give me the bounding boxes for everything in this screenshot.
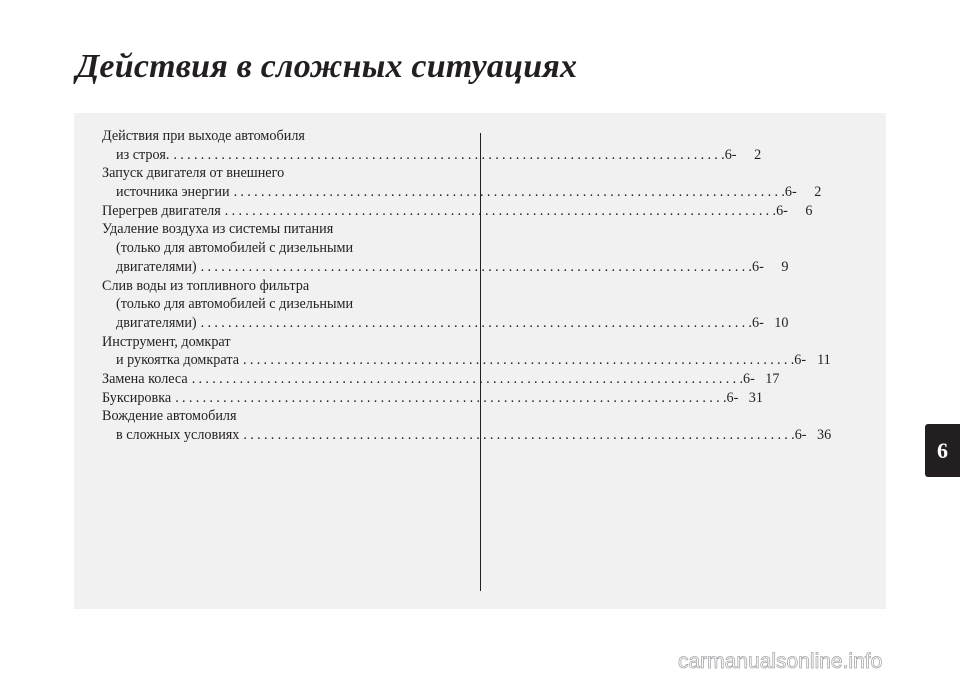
toc-entry-line bbox=[102, 407, 462, 426]
toc-entry-text: в сложных условиях bbox=[116, 427, 240, 443]
toc-entry bbox=[102, 277, 789, 333]
toc-page-number: 9 bbox=[781, 258, 789, 275]
toc-entry-line bbox=[102, 277, 462, 296]
toc-entry-text: Удаление воздуха из системы питания bbox=[102, 221, 334, 238]
toc-dot-leader: ................................................................................ bbox=[243, 352, 791, 369]
toc-entry bbox=[102, 370, 780, 389]
toc-entry-line bbox=[102, 333, 462, 352]
toc-entry-text: Замена колеса bbox=[102, 370, 188, 387]
toc-entry-line bbox=[102, 295, 462, 314]
toc-entry-text: двигателями) bbox=[116, 314, 197, 331]
toc-entry-text: и рукоятка домкрата bbox=[116, 352, 239, 369]
toc-entry-leader-line bbox=[102, 183, 822, 202]
toc-entry-text: Перегрев двигателя bbox=[102, 202, 221, 219]
toc-entry-leader-line bbox=[102, 370, 780, 389]
toc-entry-leader-line bbox=[102, 351, 831, 370]
chapter-tab: 6 bbox=[925, 424, 960, 477]
toc-entry bbox=[102, 202, 813, 221]
toc-entry bbox=[102, 333, 831, 370]
toc-entry-text: Слив воды из топливного фильтра bbox=[102, 277, 310, 294]
toc-entry-text: источника энергии bbox=[116, 184, 230, 201]
toc-section-number: .6- bbox=[748, 258, 764, 275]
toc-entry-leader-line bbox=[102, 202, 813, 221]
toc-entry-text: (только для автомобилей с дизельными bbox=[116, 240, 354, 257]
table-of-contents bbox=[102, 127, 832, 445]
toc-page-number: 10 bbox=[774, 314, 789, 331]
watermark: carmanualsonline.info bbox=[678, 650, 883, 673]
toc-section-number: .6- bbox=[721, 146, 737, 163]
toc-page-number: 11 bbox=[817, 352, 831, 369]
toc-section-number: .6- bbox=[781, 184, 797, 201]
toc-section-number: .6- bbox=[748, 314, 764, 331]
toc-entry bbox=[102, 407, 832, 444]
toc-entry-leader-line bbox=[102, 314, 789, 333]
toc-dot-leader: ................................................................................ bbox=[200, 258, 749, 275]
toc-entry-text: из строя. bbox=[116, 146, 170, 163]
toc-dot-leader: ................................................................................ bbox=[224, 202, 773, 219]
toc-dot-leader: ................................................................................ bbox=[233, 184, 782, 201]
toc-dot-leader: ................................................................................ bbox=[175, 389, 723, 406]
toc-section-number: .6- bbox=[772, 202, 788, 219]
toc-dot-leader: ................................................................................ bbox=[243, 427, 792, 443]
toc-entry-text: Инструмент, домкрат bbox=[102, 333, 231, 350]
toc-entry-text: (только для автомобилей с дизельными bbox=[116, 296, 354, 313]
toc-page-number: 36 bbox=[816, 427, 832, 443]
toc-entry bbox=[102, 220, 789, 276]
toc-entry-text: Действия при выходе автомобиля bbox=[102, 128, 305, 144]
toc-entry bbox=[102, 127, 762, 164]
toc-section-number: .6- bbox=[791, 427, 807, 443]
toc-entry-leader-line bbox=[102, 146, 762, 165]
toc-section-number: .6- bbox=[739, 370, 755, 387]
toc-entry-line bbox=[102, 220, 462, 239]
toc-dot-leader: ................................................................................ bbox=[173, 146, 722, 163]
toc-entry-leader-line bbox=[102, 426, 832, 445]
toc-entry-text: Вождение автомобиля bbox=[102, 408, 237, 425]
toc-section-number: .6- bbox=[722, 389, 739, 406]
toc-entry-line bbox=[102, 239, 462, 258]
toc-entry bbox=[102, 164, 822, 201]
page-title: Действия в сложных ситуациях bbox=[76, 48, 578, 85]
toc-entry-line bbox=[102, 164, 462, 183]
toc-entry-leader-line bbox=[102, 258, 789, 277]
toc-entry-text: двигателями) bbox=[116, 258, 197, 275]
toc-entry bbox=[102, 389, 763, 408]
toc-page-number: 17 bbox=[765, 370, 780, 387]
toc-page-number: 31 bbox=[748, 389, 763, 406]
toc-entry-leader-line bbox=[102, 389, 763, 408]
toc-section-number: .6- bbox=[790, 352, 807, 369]
toc-entry-text: Запуск двигателя от внешнего bbox=[102, 165, 285, 182]
toc-page-number: 2 bbox=[814, 184, 822, 201]
toc-page-number: 6 bbox=[805, 202, 813, 219]
toc-entry-line bbox=[102, 127, 462, 146]
toc-entry-text: Буксировка bbox=[102, 389, 172, 406]
toc-dot-leader: ................................................................................ bbox=[191, 370, 740, 387]
toc-dot-leader: ................................................................................ bbox=[200, 314, 749, 331]
toc-page-number: 2 bbox=[754, 146, 762, 163]
